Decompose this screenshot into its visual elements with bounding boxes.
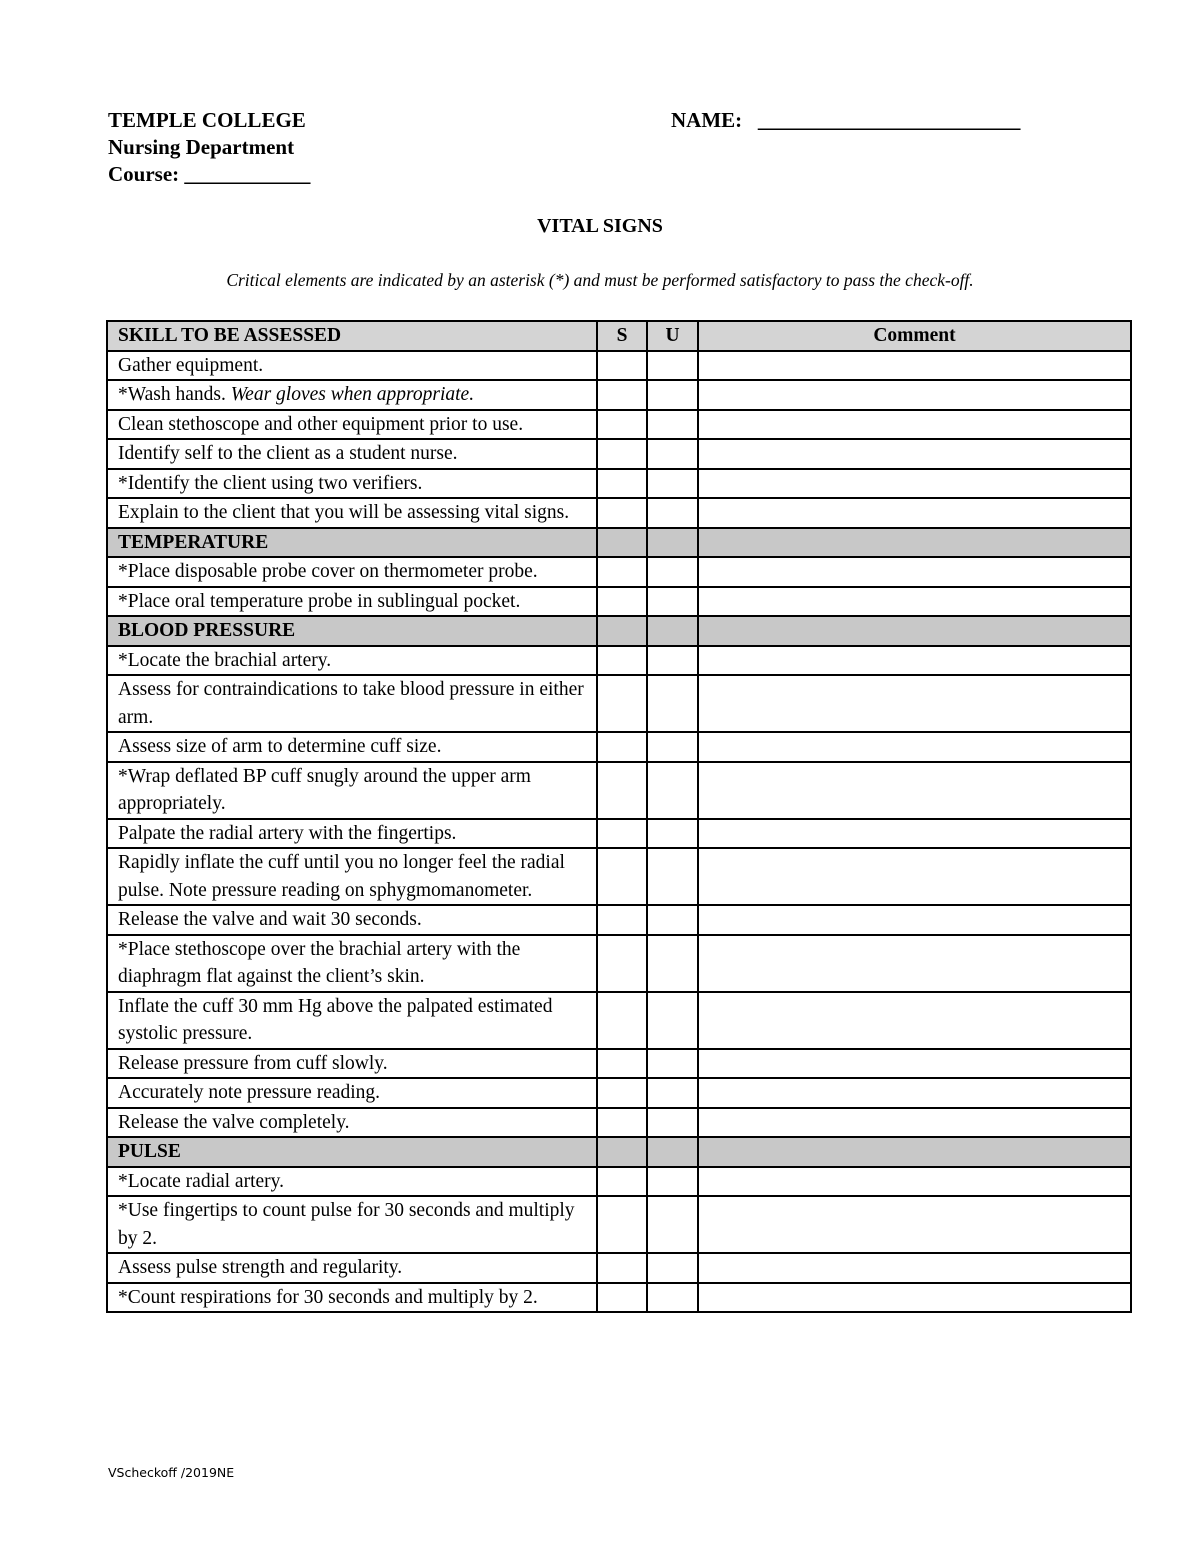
name-blank[interactable]: _________________________ xyxy=(757,108,1021,132)
s-cell[interactable] xyxy=(597,646,647,676)
s-cell[interactable] xyxy=(597,1108,647,1138)
comment-cell[interactable] xyxy=(698,587,1131,617)
comment-cell[interactable] xyxy=(698,1167,1131,1197)
comment-cell[interactable] xyxy=(698,675,1131,732)
comment-cell[interactable] xyxy=(698,1253,1131,1283)
footer-code: VScheckoff /2019NE xyxy=(108,1465,235,1480)
s-cell[interactable] xyxy=(597,819,647,849)
college-name: TEMPLE COLLEGE xyxy=(108,108,306,132)
section-header-row xyxy=(107,1137,1131,1167)
department-name: Nursing Department xyxy=(108,135,295,159)
instructions-note: Critical elements are indicated by an asterisk (*) and must be performed satisfactory to pass the check-off. xyxy=(226,270,974,290)
s-cell[interactable] xyxy=(597,992,647,1049)
comment-cell[interactable] xyxy=(698,1049,1131,1079)
u-cell xyxy=(647,616,698,646)
u-cell[interactable] xyxy=(647,819,698,849)
table-row xyxy=(107,1196,1131,1253)
u-cell[interactable] xyxy=(647,1196,698,1253)
skill-text-main: *Place oral temperature probe in sublingual pocket. xyxy=(118,590,521,612)
skill-text-italic: Wear gloves when appropriate. xyxy=(230,384,475,405)
skill-text-main: Assess for contraindications to take blood pressure in either arm. xyxy=(118,679,584,728)
skill-text xyxy=(107,848,597,905)
skill-text xyxy=(107,1049,597,1079)
table-row xyxy=(107,1108,1131,1138)
u-cell[interactable] xyxy=(647,587,698,617)
s-cell[interactable] xyxy=(597,1196,647,1253)
comment-cell[interactable] xyxy=(698,351,1131,381)
skill-text-main: Inflate the cuff 30 mm Hg above the palpated estimated systolic pressure. xyxy=(118,995,553,1044)
skill-text-main: Assess size of arm to determine cuff size. xyxy=(118,736,442,757)
comment-cell[interactable] xyxy=(698,1283,1131,1313)
section-header-row xyxy=(107,616,1131,646)
skill-text xyxy=(107,1283,597,1313)
table-row xyxy=(107,1167,1131,1197)
u-cell[interactable] xyxy=(647,498,698,528)
comment-cell[interactable] xyxy=(698,557,1131,587)
table-header-row xyxy=(107,321,1131,351)
skill-text xyxy=(107,646,597,676)
s-cell[interactable] xyxy=(597,439,647,469)
skill-text xyxy=(107,380,597,410)
s-cell[interactable] xyxy=(597,469,647,499)
comment-cell[interactable] xyxy=(698,410,1131,440)
s-cell[interactable] xyxy=(597,935,647,992)
section-title xyxy=(107,616,597,646)
skill-text-main: *Locate radial artery. xyxy=(118,1170,285,1192)
u-cell[interactable] xyxy=(647,646,698,676)
skill-text-main: *Count respirations for 30 seconds and multiply by 2. xyxy=(118,1286,538,1308)
skill-text xyxy=(107,992,597,1049)
table-row xyxy=(107,819,1131,849)
table-row xyxy=(107,410,1131,440)
table-row xyxy=(107,848,1131,905)
table-row xyxy=(107,1049,1131,1079)
skills-table xyxy=(106,320,1132,1313)
table-row xyxy=(107,935,1131,992)
comment-cell[interactable] xyxy=(698,848,1131,905)
skill-text-main: TEMPERATURE xyxy=(118,531,269,553)
s-cell xyxy=(597,616,647,646)
u-cell[interactable] xyxy=(647,675,698,732)
table-row xyxy=(107,762,1131,819)
u-cell xyxy=(647,1137,698,1167)
table-row xyxy=(107,557,1131,587)
u-cell[interactable] xyxy=(647,410,698,440)
skill-text-main: *Locate the brachial artery. xyxy=(118,649,332,671)
table-row xyxy=(107,992,1131,1049)
s-cell[interactable] xyxy=(597,1283,647,1313)
comment-cell[interactable] xyxy=(698,819,1131,849)
skill-text xyxy=(107,732,597,762)
u-cell[interactable] xyxy=(647,1167,698,1197)
s-cell xyxy=(597,1137,647,1167)
comment-cell[interactable] xyxy=(698,498,1131,528)
s-cell xyxy=(597,528,647,558)
table-row xyxy=(107,732,1131,762)
skill-text-main: Palpate the radial artery with the fingertips. xyxy=(118,822,457,844)
name-label: NAME: xyxy=(671,108,743,132)
page-title: VITAL SIGNS xyxy=(537,215,663,237)
s-cell[interactable] xyxy=(597,380,647,410)
s-cell[interactable] xyxy=(597,557,647,587)
s-cell[interactable] xyxy=(597,410,647,440)
u-cell[interactable] xyxy=(647,848,698,905)
skill-text-main: *Use fingertips to count pulse for 30 seconds and multiply by 2. xyxy=(118,1200,575,1249)
comment-cell[interactable] xyxy=(698,992,1131,1049)
u-cell[interactable] xyxy=(647,905,698,935)
header-left xyxy=(108,107,310,188)
skill-text-main: *Wrap deflated BP cuff snugly around the upper arm appropriately. xyxy=(118,765,531,814)
skill-text-main: *Place stethoscope over the brachial artery with the diaphragm flat against the client’s skin. xyxy=(118,938,521,987)
table-row xyxy=(107,380,1131,410)
skill-text xyxy=(107,1108,597,1138)
skill-text xyxy=(107,1253,597,1283)
skill-text-main: Release the valve and wait 30 seconds. xyxy=(118,909,422,930)
skill-text-main: Release pressure from cuff slowly. xyxy=(118,1052,388,1074)
s-cell[interactable] xyxy=(597,905,647,935)
skill-text-main: Assess pulse strength and regularity. xyxy=(118,1257,403,1278)
skill-text xyxy=(107,935,597,992)
comment-cell[interactable] xyxy=(698,469,1131,499)
skill-text xyxy=(107,1078,597,1108)
s-cell[interactable] xyxy=(597,1167,647,1197)
comment-cell xyxy=(698,1137,1131,1167)
u-cell[interactable] xyxy=(647,469,698,499)
table-row xyxy=(107,646,1131,676)
skill-text xyxy=(107,1196,597,1253)
s-cell[interactable] xyxy=(597,1049,647,1079)
table-row xyxy=(107,675,1131,732)
s-cell[interactable] xyxy=(597,1253,647,1283)
section-title xyxy=(107,528,597,558)
u-cell[interactable] xyxy=(647,439,698,469)
u-cell[interactable] xyxy=(647,557,698,587)
u-cell[interactable] xyxy=(647,762,698,819)
comment-cell[interactable] xyxy=(698,439,1131,469)
u-cell[interactable] xyxy=(647,1108,698,1138)
column-header-comment: Comment xyxy=(698,321,1131,351)
table-row xyxy=(107,469,1131,499)
skill-text-main: *Identify the client using two verifiers. xyxy=(118,472,423,494)
skill-text xyxy=(107,498,597,528)
course-line xyxy=(108,161,310,188)
skill-text-main: *Place disposable probe cover on thermometer probe. xyxy=(118,561,538,582)
comment-cell[interactable] xyxy=(698,380,1131,410)
section-header-row xyxy=(107,528,1131,558)
u-cell[interactable] xyxy=(647,935,698,992)
skill-text xyxy=(107,587,597,617)
column-header-s: S xyxy=(597,321,647,351)
comment-cell xyxy=(698,528,1131,558)
u-cell[interactable] xyxy=(647,1049,698,1079)
comment-cell[interactable] xyxy=(698,935,1131,992)
u-cell[interactable] xyxy=(647,351,698,381)
skill-text-main: BLOOD PRESSURE xyxy=(118,620,296,641)
skill-text xyxy=(107,675,597,732)
table-row xyxy=(107,1078,1131,1108)
skill-text xyxy=(107,819,597,849)
skill-text xyxy=(107,469,597,499)
comment-cell[interactable] xyxy=(698,1196,1131,1253)
table-row xyxy=(107,439,1131,469)
u-cell[interactable] xyxy=(647,992,698,1049)
u-cell[interactable] xyxy=(647,1283,698,1313)
skill-text xyxy=(107,351,597,381)
u-cell[interactable] xyxy=(647,380,698,410)
skill-text-main: Release the valve completely. xyxy=(118,1111,350,1133)
s-cell[interactable] xyxy=(597,351,647,381)
u-cell[interactable] xyxy=(647,1253,698,1283)
s-cell[interactable] xyxy=(597,1078,647,1108)
course-blank[interactable]: ____________ xyxy=(184,162,311,186)
s-cell[interactable] xyxy=(597,675,647,732)
skill-text-main: Clean stethoscope and other equipment prior to use. xyxy=(118,413,524,435)
comment-cell[interactable] xyxy=(698,1108,1131,1138)
table-row xyxy=(107,1283,1131,1313)
s-cell[interactable] xyxy=(597,587,647,617)
comment-cell[interactable] xyxy=(698,646,1131,676)
table-row xyxy=(107,498,1131,528)
skill-text-main: Gather equipment. xyxy=(118,354,264,376)
u-cell[interactable] xyxy=(647,732,698,762)
column-header-u: U xyxy=(647,321,698,351)
name-line xyxy=(671,107,1020,134)
section-title xyxy=(107,1137,597,1167)
comment-cell[interactable] xyxy=(698,732,1131,762)
skill-text-main: Rapidly inflate the cuff until you no longer feel the radial pulse. Note pressure reading on sphygmomanometer. xyxy=(118,852,565,901)
skill-text xyxy=(107,1167,597,1197)
u-cell xyxy=(647,528,698,558)
comment-cell xyxy=(698,616,1131,646)
skill-text-main: Accurately note pressure reading. xyxy=(118,1082,381,1103)
skill-text-main: Explain to the client that you will be assessing vital signs. xyxy=(118,502,570,523)
skill-text xyxy=(107,905,597,935)
skill-text-main: PULSE xyxy=(118,1141,181,1162)
table-row xyxy=(107,351,1131,381)
skill-text xyxy=(107,762,597,819)
skill-text-main: *Wash hands. xyxy=(118,384,226,405)
s-cell[interactable] xyxy=(597,762,647,819)
u-cell[interactable] xyxy=(647,1078,698,1108)
skill-text xyxy=(107,439,597,469)
s-cell[interactable] xyxy=(597,848,647,905)
s-cell[interactable] xyxy=(597,498,647,528)
table-row xyxy=(107,1253,1131,1283)
skill-text xyxy=(107,557,597,587)
comment-cell[interactable] xyxy=(698,762,1131,819)
course-label: Course: xyxy=(108,162,180,186)
table-row xyxy=(107,905,1131,935)
column-header-skill: SKILL TO BE ASSESSED xyxy=(107,321,597,351)
skill-text-main: Identify self to the client as a student nurse. xyxy=(118,443,458,464)
table-row xyxy=(107,587,1131,617)
skill-text xyxy=(107,410,597,440)
comment-cell[interactable] xyxy=(698,905,1131,935)
comment-cell[interactable] xyxy=(698,1078,1131,1108)
s-cell[interactable] xyxy=(597,732,647,762)
